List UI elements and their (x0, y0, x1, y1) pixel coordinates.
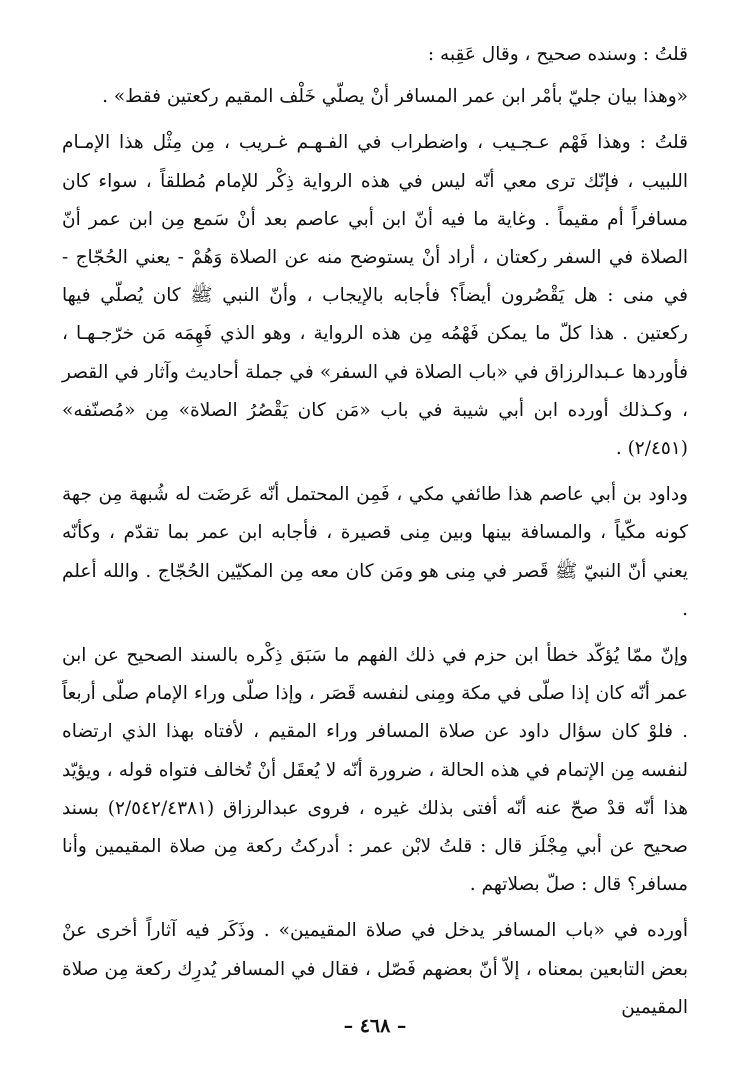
paragraph-5: وإنّ ممّا يُؤكّد خطأ ابن حزم في ذلك الفهم ما سَبَق ذِكْره بالسند الصحيح عن ابن عمر أنّه كان إذا صلّى في مكة ومِنى لنفسه قَصَر ، وإذا صلّى وراء الإمام صلّى أربعاً . فلوْ كان سؤال داود عن صلاة المسافر وراء المقيم ، لأفتاه بهذا الذي ارتضاه لنفسه مِن الإتمام في هذه الحالة ، ضرورة أنّه لا يُعقَل أنْ تُخالف فتواه قوله ، ويؤيّد هذا أنّه قدْ صحّ عنه أنّه أفتى بذلك غيره ، فروى عبدالرزاق (٢/٥٤٢/٤٣٨١) بسند صحيح عن أبي مِجْلَز قال : قلتُ لابْن عمر : أدركتُ ركعة مِن صلاة المقيمين وأنا مسافر؟ قال : صلّ بصلاتهم . (62, 645, 688, 896)
paragraph-3: قلتُ : وهذا فَهْم عـجـيب ، واضطراب في الفـهـم غـريب ، مِن مِثْل هذا الإمـام اللبيب ، فإنّك ترى معي أنّه ليس في هذه الرواية ذِكْر للإمام مُطلقاً ، سواء كان مسافراً أم مقيماً . وغاية ما فيه أنّ ابن أبي عاصم بعد أنْ سَمع مِن ابن عمر أنّ الصلاة في السفر ركعتان ، أراد أنْ يستوضح منه عن الصلاة وَهُمْ - يعني الحُجّاج - في منى : هل يَقْصُرون أيضاً؟ فأجابه بالإيجاب ، وأنّ النبي ﷺ كان يُصلّي فيها ركعتين . هذا كلّ ما يمكن فَهْمُه مِن هذه الرواية ، وهو الذي فَهِمَه مَن خرّجـهـا ، فأوردها عـبدالرزاق في «باب الصلاة في السفر» في جملة أحاديث وآثار في القصر ، وكـذلك أورده ابن أبي شيبة في باب «مَن كان يَقْصُرُ الصلاة» مِن «مُصنّفه» (٢/٤٥١) . (62, 132, 688, 460)
page-body-text (62, 36, 688, 1035)
page-number: – ٤٦٨ – (343, 1015, 407, 1037)
paragraph-2: «وهذا بيان جليّ بأمْر ابن عمر المسافر أنْ يصلّي خَلْف المقيم ركعتين فقط» . (102, 86, 688, 108)
paragraph-1: قلتُ : وسنده صحيح ، وقال عَقِبه : (427, 44, 688, 65)
paragraph-6: أورده في «باب المسافر يدخل في صلاة المقيمين» . وذَكَر فيه آثاراً أخرى عنْ بعض التابعين بمعناه ، إلاّ أنّ بعضهم فَصّل ، فقال في المسافر يُدرِك ركعة مِن صلاة المقيمين (62, 920, 688, 1018)
paragraph-4: وداود بن أبي عاصم هذا طائفي مكي ، فَمِن المحتمل أنّه عَرضَت له شُبهة مِن جهة كونه مكّياً ، والمسافة بينها وبين مِنى قصيرة ، فأجابه ابن عمر بما تقدّم ، وكأنّه يعني أنّ النبيّ ﷺ قَصر في مِنى هو ومَن كان معه مِن المكيّين الحُجّاج . والله أعلم . (62, 484, 688, 620)
